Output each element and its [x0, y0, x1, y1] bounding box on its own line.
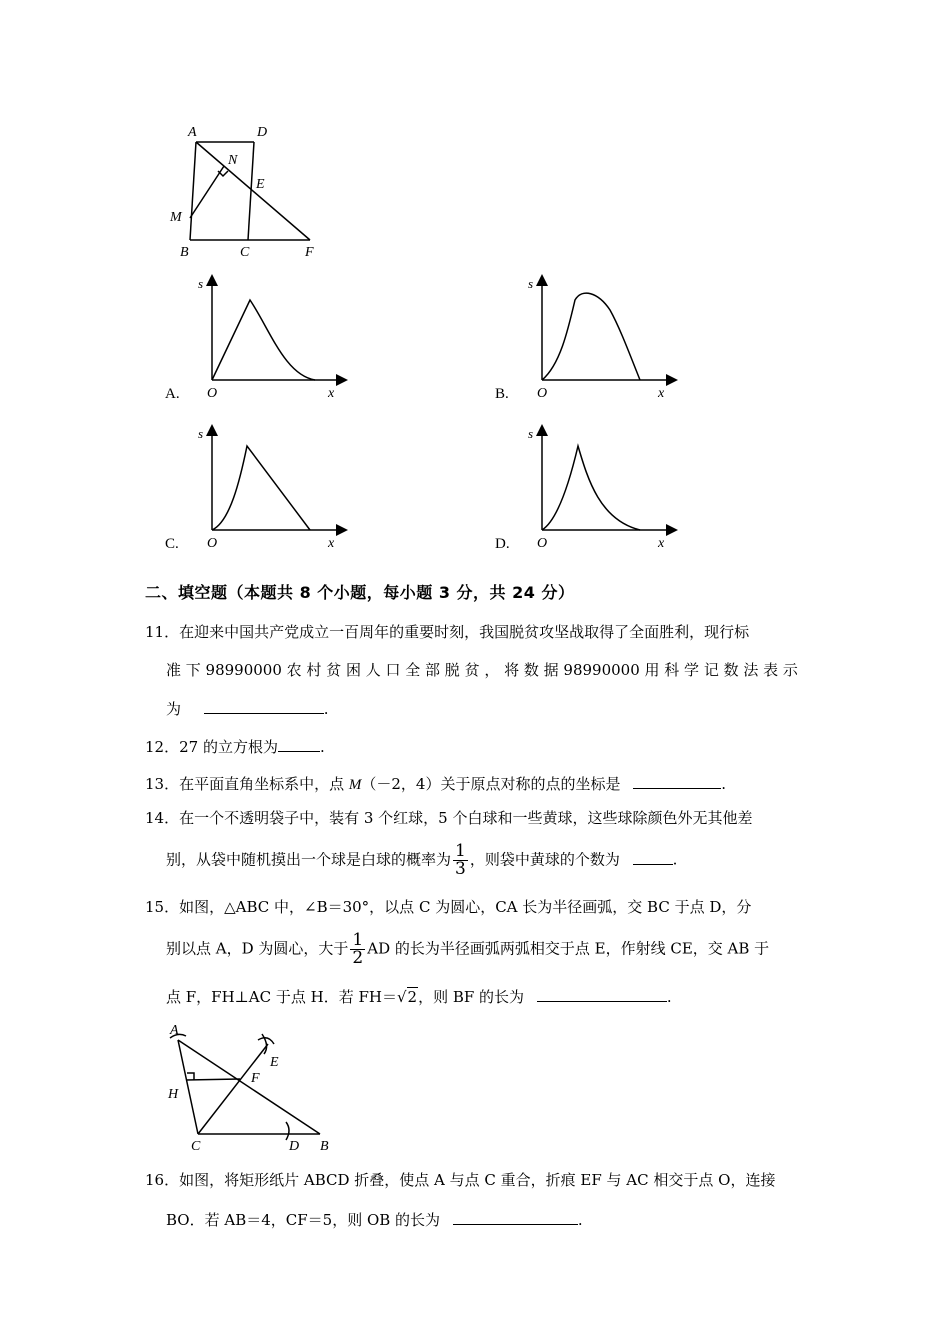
q14-text-b: ，则袋中黄球的个数为	[469, 850, 620, 869]
section-heading: 二、填空题（本题共 8 个小题，每小题 3 分，共 24 分）	[145, 583, 575, 602]
q15-radicand: 2	[407, 988, 418, 1006]
label-F: F	[251, 1071, 260, 1086]
label-M: M	[170, 210, 182, 225]
q16-line2	[166, 1208, 583, 1230]
q15-answer-blank[interactable]	[537, 985, 667, 1002]
option-d-label[interactable]: D.	[495, 536, 510, 552]
q14-frac-num: 1	[455, 841, 466, 861]
q13-text-b: （－2，4）关于原点对称的点的坐标是	[361, 775, 621, 793]
q13-point-m: M	[348, 777, 362, 793]
label-C: C	[240, 245, 250, 260]
q14-text-a: 别，从袋中随机摸出一个球是白球的概率为	[166, 850, 452, 869]
option-a-graph	[190, 270, 355, 405]
q15-frac-den: 2	[352, 948, 364, 968]
axis-x: x	[328, 386, 335, 401]
q11-line1: 11．在迎来中国共产党成立一百周年的重要时刻，我国脱贫攻坚战取得了全面胜利，现行标	[145, 623, 750, 641]
q14-answer-blank[interactable]	[633, 848, 673, 865]
figure-quadrilateral	[160, 120, 340, 265]
q11-line3	[166, 697, 329, 719]
q14-frac-den: 3	[455, 859, 466, 879]
q13-text-a: 13．在平面直角坐标系中，点	[145, 775, 349, 793]
axis-o: O	[537, 386, 548, 401]
label-D: D	[289, 1139, 300, 1152]
option-a-label[interactable]: A.	[165, 386, 180, 402]
label-F: F	[305, 245, 314, 260]
axis-x: x	[658, 536, 665, 551]
option-d-graph	[520, 420, 685, 555]
axis-s: s	[528, 276, 534, 291]
label-B: B	[180, 245, 189, 260]
label-C: C	[191, 1139, 201, 1152]
axis-x: x	[328, 536, 335, 551]
label-E: E	[270, 1055, 279, 1070]
label-H: H	[168, 1087, 179, 1102]
q11-answer-blank[interactable]	[204, 697, 324, 714]
q13-answer-blank[interactable]	[633, 772, 721, 789]
label-D: D	[257, 125, 268, 140]
q16-line1: 16．如图，将矩形纸片 ABCD 折叠，使点 A 与点 C 重合，折痕 EF 与 AC 相交于点 O，连接	[145, 1171, 776, 1189]
q14-period: .	[672, 850, 678, 869]
q15-text-d: ，则 BF 的长为	[418, 988, 525, 1006]
figure-triangle-abc	[160, 1022, 350, 1152]
q15-text-a: 别以点 A，D 为圆心，大于	[166, 939, 349, 958]
q15-fraction	[350, 932, 365, 967]
q16-answer-blank[interactable]	[453, 1208, 578, 1225]
axis-o: O	[207, 536, 218, 551]
q11-line2: 准 下 98990000 农 村 贫 困 人 口 全 部 脱 贫 ， 将 数 据 98990000 用 科 学 记 数 法 表 示	[166, 661, 798, 679]
axis-s: s	[198, 426, 204, 441]
label-E: E	[256, 177, 265, 192]
q15-text-c: 点 F，FH⊥AC 于点 H．若 FH＝	[166, 988, 397, 1006]
q15-text-b: AD 的长为半径画弧两弧相交于点 E，作射线 CE，交 AB 于	[367, 939, 770, 958]
q14-line2	[166, 843, 677, 878]
q14-line1: 14．在一个不透明袋子中，装有 3 个红球，5 个白球和一些黄球，这些球除颜色外无其他差	[145, 809, 753, 827]
option-b-graph	[520, 270, 685, 405]
q12-text: 12．27 的立方根为	[145, 738, 278, 756]
q11-prefix: 为	[166, 700, 182, 718]
q15-line3	[166, 985, 672, 1007]
q13-line	[145, 772, 726, 795]
option-c-label[interactable]: C.	[165, 536, 179, 552]
label-A: A	[188, 125, 197, 140]
axis-o: O	[207, 386, 218, 401]
option-c-graph	[190, 420, 355, 555]
q15-line2	[166, 932, 769, 967]
q15-sqrt: √2	[396, 988, 418, 1006]
label-N: N	[228, 153, 238, 168]
label-A: A	[170, 1023, 179, 1038]
q15-period: .	[666, 988, 672, 1006]
q12-period: .	[319, 738, 325, 756]
q12-line	[145, 735, 325, 757]
axis-x: x	[658, 386, 665, 401]
axis-s: s	[528, 426, 534, 441]
q13-period: .	[721, 775, 727, 793]
q11-period: .	[323, 700, 329, 718]
axis-s: s	[198, 276, 204, 291]
axis-o: O	[537, 536, 548, 551]
option-b-label[interactable]: B.	[495, 386, 509, 402]
q15-line1: 15．如图，△ABC 中，∠B＝30°，以点 C 为圆心，CA 长为半径画弧，交 BC 于点 D，分	[145, 898, 752, 916]
q14-fraction	[453, 843, 468, 878]
q15-frac-num: 1	[352, 930, 364, 950]
q12-answer-blank[interactable]	[278, 735, 320, 752]
q16-text: BO．若 AB＝4，CF＝5，则 OB 的长为	[166, 1211, 441, 1229]
q16-period: .	[577, 1211, 583, 1229]
label-B: B	[320, 1139, 329, 1152]
